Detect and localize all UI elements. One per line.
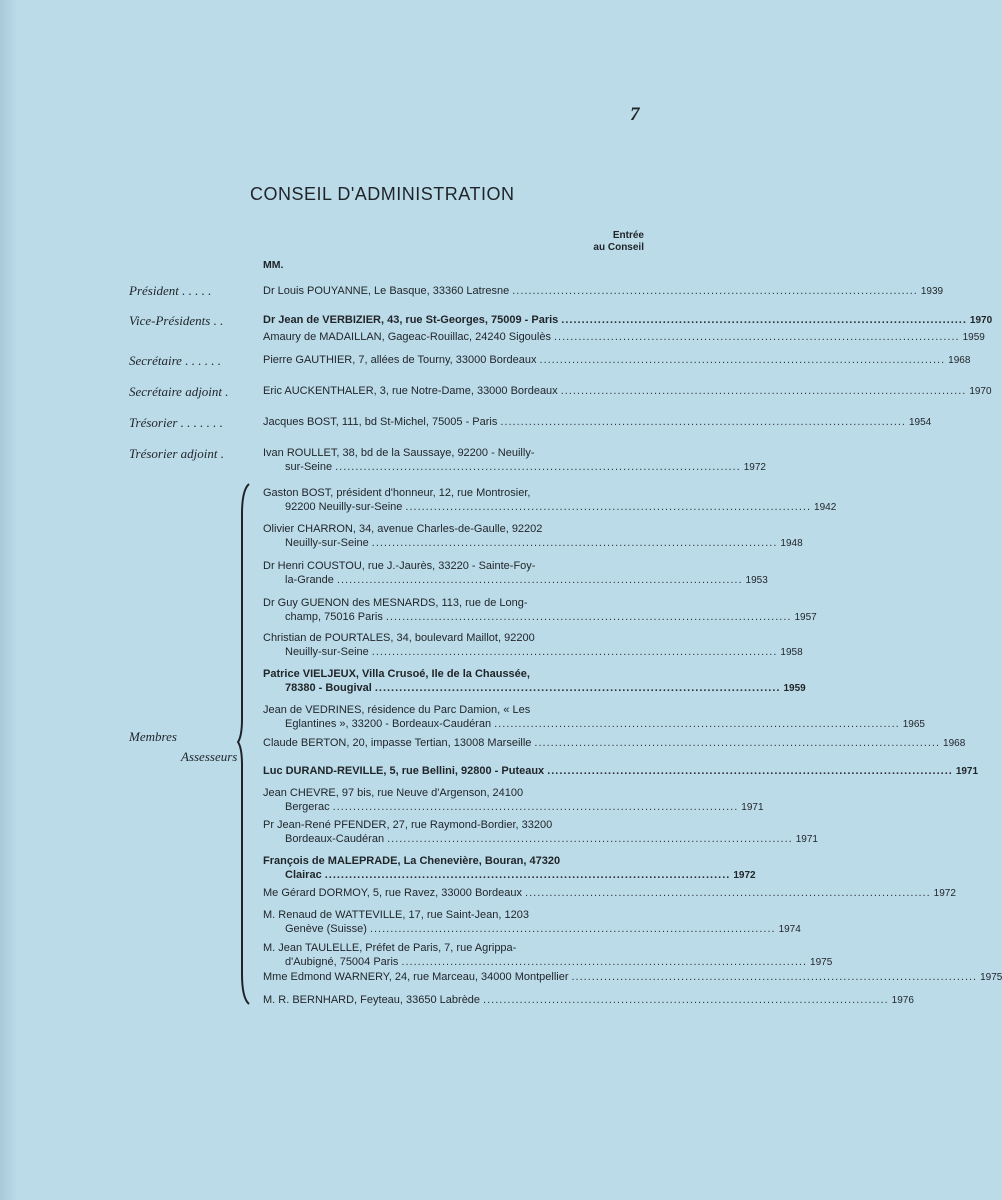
entry-year: 1975: [980, 972, 1002, 983]
entry-line-1: [263, 886, 956, 901]
dot-leader: [387, 832, 793, 846]
entry-year: 1972: [743, 462, 766, 473]
entry-address-continued: d'Aubigné, 75004 Paris: [285, 956, 399, 968]
page-number: 7: [630, 104, 640, 125]
role-tresorier-adjoint: Trésorier adjoint .: [129, 446, 224, 461]
entry-name-address: Christian de POURTALES, 34, boulevard Maillot, 92200: [263, 632, 535, 644]
column-header-line-1: Entrée: [612, 230, 644, 241]
dot-leader: [386, 610, 792, 624]
entry-name-address: Patrice VIELJEUX, Villa Crusoé, Ile de la Chaussée,: [263, 668, 530, 680]
entry-year: 1971: [955, 766, 979, 777]
dot-leader: [500, 415, 906, 429]
entry-line-1: [263, 313, 993, 328]
entry-line-1: [263, 941, 646, 955]
membres-label: Membres: [129, 729, 177, 744]
entry-year: 1957: [794, 612, 817, 623]
member-entry: [263, 596, 817, 625]
member-entry: [263, 818, 818, 847]
entry-year: 1972: [733, 870, 756, 881]
entry-year: 1939: [920, 286, 944, 297]
member-entry: [263, 736, 966, 751]
entry-year: 1970: [969, 315, 993, 326]
entry-line-1: [263, 486, 646, 500]
entry-name-address: M. Jean TAULELLE, Préfet de Paris, 7, rue Agrippa-: [263, 942, 517, 954]
entry-name-address: Ivan ROULLET, 38, bd de la Saussaye, 92200 - Neuilly-: [263, 447, 535, 459]
entry-address-continued: Neuilly-sur-Seine: [285, 646, 369, 658]
officer-entry: [263, 446, 766, 475]
officer-entry: [263, 415, 932, 430]
dot-leader: [561, 313, 967, 327]
member-entry: [263, 941, 833, 970]
member-entry: [263, 970, 1002, 985]
officer-entry: [263, 384, 992, 399]
entry-year: 1970: [969, 386, 992, 397]
entry-name-address: Dr Louis POUYANNE, Le Basque, 33360 Latresne: [263, 285, 510, 297]
entry-year: 1958: [780, 647, 803, 658]
entry-line-1: [263, 908, 646, 922]
entry-line-1: [263, 993, 914, 1008]
member-entry: [263, 786, 764, 815]
role-tresorier: Trésorier . . . . . . .: [129, 415, 223, 430]
page-title: CONSEIL D'ADMINISTRATION: [250, 184, 515, 204]
member-entry: [263, 993, 914, 1008]
role-president: Président . . . . .: [129, 283, 212, 298]
entry-name-address: M. Renaud de WATTEVILLE, 17, rue Saint-Jean, 1203: [263, 909, 529, 921]
member-entry: [263, 908, 801, 937]
entry-line-1: [263, 764, 979, 779]
entry-line-2: [263, 681, 806, 696]
entry-address-continued: Clairac: [285, 869, 322, 881]
entry-line-2: [263, 922, 801, 937]
role-secretaire-adjoint: Secrétaire adjoint .: [129, 384, 229, 399]
entry-line-2: [263, 868, 756, 883]
entry-line-2: [263, 717, 925, 732]
officer-entry: [263, 330, 985, 345]
assesseurs-label: Assesseurs: [181, 749, 238, 764]
entry-year: 1975: [810, 957, 833, 968]
entry-year: 1959: [783, 683, 806, 694]
entry-name-address: Dr Guy GUENON des MESNARDS, 113, rue de Long-: [263, 597, 528, 609]
entry-line-1: [263, 786, 646, 800]
entry-name-address: Eric AUCKENTHALER, 3, rue Notre-Dame, 33000 Bordeaux: [263, 385, 558, 397]
member-entry: [263, 886, 956, 901]
entry-address-continued: 78380 - Bougival: [285, 682, 372, 694]
column-header-line-2: au Conseil: [593, 242, 644, 253]
member-entry: [263, 631, 803, 660]
entry-name-address: Pr Jean-René PFENDER, 27, rue Raymond-Bordier, 33200: [263, 819, 553, 831]
dot-leader: [372, 536, 778, 550]
entry-line-1: [263, 353, 971, 368]
entry-name-address: Mme Edmond WARNERY, 24, rue Marceau, 34000 Montpellier: [263, 971, 569, 983]
entry-address-continued: Neuilly-sur-Seine: [285, 537, 369, 549]
entry-line-1: [263, 631, 646, 645]
dot-leader: [333, 800, 739, 814]
member-entry: [263, 703, 925, 732]
entry-year: 1968: [948, 355, 971, 366]
dot-leader: [372, 645, 778, 659]
dot-leader: [401, 955, 807, 969]
entry-year: 1971: [741, 802, 764, 813]
entry-line-1: [263, 522, 646, 536]
entry-year: 1972: [933, 888, 956, 899]
member-entry: [263, 764, 979, 779]
dot-leader: [335, 460, 741, 474]
dot-leader: [540, 353, 946, 367]
role-vice-presidents: Vice-Présidents . .: [129, 313, 224, 328]
entry-year: 1948: [780, 538, 803, 549]
entry-year: 1974: [778, 924, 801, 935]
entry-line-1: [263, 446, 646, 460]
dot-leader: [547, 764, 953, 778]
entry-name-address: Amaury de MADAILLAN, Gageac-Rouillac, 24240 Sigoulès: [263, 331, 551, 343]
entry-line-2: [263, 610, 817, 625]
officer-entry: [263, 353, 971, 368]
member-entry: [263, 854, 756, 883]
dot-leader: [512, 284, 918, 298]
entry-year: 1971: [795, 834, 818, 845]
entry-line-1: [263, 415, 932, 430]
entry-line-1: [263, 384, 992, 399]
entry-address-continued: 92200 Neuilly-sur-Seine: [285, 501, 403, 513]
role-secretaire: Secrétaire . . . . . .: [129, 353, 221, 368]
dot-leader: [494, 717, 900, 731]
officer-entry: [263, 284, 944, 299]
entry-year: 1968: [943, 738, 966, 749]
dot-leader: [375, 681, 781, 695]
dot-leader: [534, 736, 940, 750]
entry-line-1: [263, 970, 1002, 985]
entry-address-continued: Genève (Suisse): [285, 923, 367, 935]
entry-line-1: [263, 330, 985, 345]
entry-address-continued: champ, 75016 Paris: [285, 611, 383, 623]
entry-address-continued: la-Grande: [285, 574, 334, 586]
entry-name-address: François de MALEPRADE, La Chenevière, Bouran, 47320: [263, 855, 561, 867]
entry-line-1: [263, 667, 646, 681]
page-binding-shadow: [0, 0, 18, 1200]
dot-leader: [325, 868, 731, 882]
entry-line-2: [263, 536, 803, 551]
entry-address-continued: Bergerac: [285, 801, 330, 813]
member-entry: [263, 559, 768, 588]
entry-name-address: M. R. BERNHARD, Feyteau, 33650 Labrède: [263, 994, 481, 1006]
entry-line-1: [263, 703, 646, 717]
entry-line-2: [263, 573, 768, 588]
dot-leader: [561, 384, 967, 398]
entry-name-address: Jean de VEDRINES, résidence du Parc Damion, « Les: [263, 704, 531, 716]
entry-address-continued: Eglantines », 33200 - Bordeaux-Caudéran: [285, 718, 492, 730]
entry-name-address: Jean CHEVRE, 97 bis, rue Neuve d'Argenson, 24100: [263, 787, 524, 799]
entry-line-1: [263, 818, 646, 832]
entry-year: 1959: [962, 332, 985, 343]
entry-line-2: [263, 955, 833, 970]
dot-leader: [572, 970, 978, 984]
dot-leader: [483, 993, 889, 1007]
entry-name-address: Pierre GAUTHIER, 7, allées de Tourny, 33000 Bordeaux: [263, 354, 537, 366]
brace-bracket: [238, 484, 250, 1004]
dot-leader: [525, 886, 931, 900]
entry-line-1: [263, 284, 944, 299]
entry-name-address: Jacques BOST, 111, bd St-Michel, 75005 - Paris: [263, 416, 498, 428]
entry-year: 1953: [745, 575, 768, 586]
entry-line-2: [263, 500, 837, 515]
member-entry: [263, 522, 803, 551]
member-entry: [263, 667, 806, 696]
entry-name-address: Claude BERTON, 20, impasse Tertian, 13008 Marseille: [263, 737, 532, 749]
officer-entry: [263, 313, 993, 328]
mm-label: MM.: [263, 259, 284, 271]
role-membres-assesseurs: [129, 727, 237, 767]
entry-year: 1976: [891, 995, 914, 1006]
entry-line-2: [263, 832, 818, 847]
entry-line-1: [263, 854, 646, 868]
entry-line-1: [263, 596, 646, 610]
entry-year: 1954: [909, 417, 932, 428]
entry-name-address: Olivier CHARRON, 34, avenue Charles-de-Gaulle, 92202: [263, 523, 543, 535]
dot-leader: [554, 330, 960, 344]
dot-leader: [370, 922, 776, 936]
entry-line-1: [263, 559, 646, 573]
entry-line-2: [263, 645, 803, 660]
entry-name-address: Dr Henri COUSTOU, rue J.-Jaurès, 33220 - Sainte-Foy-: [263, 560, 536, 572]
entry-line-1: [263, 736, 966, 751]
dot-leader: [405, 500, 811, 514]
entry-year: 1942: [814, 502, 837, 513]
entry-name-address: Gaston BOST, président d'honneur, 12, rue Montrosier,: [263, 487, 531, 499]
dot-leader: [337, 573, 743, 587]
entry-address-continued: sur-Seine: [285, 461, 333, 473]
entry-line-2: [263, 460, 766, 475]
member-entry: [263, 486, 837, 515]
entry-name-address: Dr Jean de VERBIZIER, 43, rue St-Georges, 75009 - Paris: [263, 314, 559, 326]
entry-line-2: [263, 800, 764, 815]
entry-year: 1965: [902, 719, 925, 730]
entry-address-continued: Bordeaux-Caudéran: [285, 833, 385, 845]
entry-name-address: Me Gérard DORMOY, 5, rue Ravez, 33000 Bordeaux: [263, 887, 523, 899]
entry-name-address: Luc DURAND-REVILLE, 5, rue Bellini, 92800 - Puteaux: [263, 765, 545, 777]
column-header-entree: [560, 230, 644, 254]
